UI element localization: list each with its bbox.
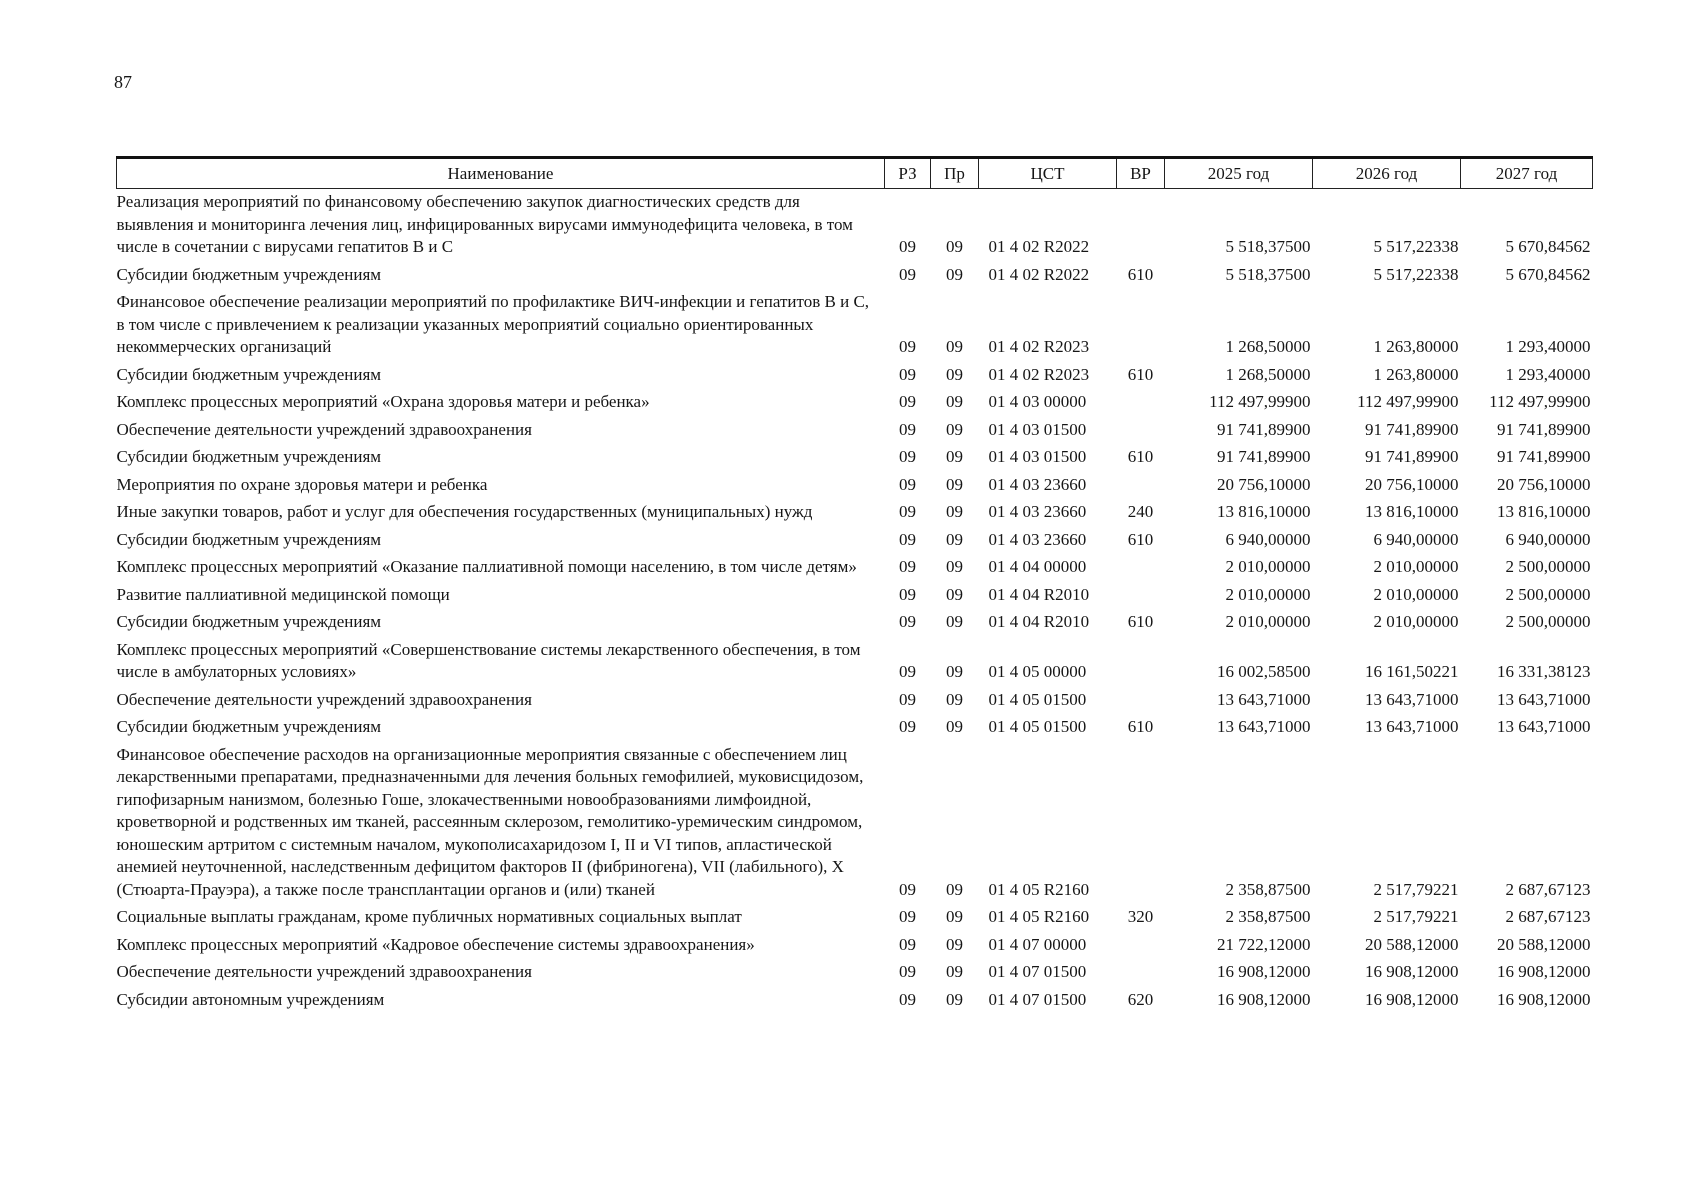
row-2027-cell: 91 741,89900 bbox=[1497, 419, 1591, 439]
row-vr-cell bbox=[1117, 189, 1165, 262]
row-rz-cell: 09 bbox=[899, 392, 916, 411]
row-rz-cell: 09 bbox=[899, 689, 916, 709]
table-row bbox=[117, 362, 1593, 390]
row-2025-cell: 91 741,89900 bbox=[1217, 419, 1311, 439]
row-2027-cell: 13 643,71000 bbox=[1497, 717, 1591, 736]
row-vr-cell: 240 bbox=[1127, 502, 1154, 521]
row-2026-cell: 13 816,10000 bbox=[1365, 502, 1459, 521]
row-pr-cell: 09 bbox=[946, 392, 963, 411]
table-row bbox=[117, 987, 1593, 1015]
row-rz-cell: 09 bbox=[899, 934, 916, 954]
row-rz-cell: 09 bbox=[899, 474, 916, 494]
row-name-cell: Реализация мероприятий по финансовому обеспечению закупок диагностических средств для выявления и мониторинга лечения лиц, инфицированных вирусами иммунодефицита человека, в том числе в сочетании с вирусами гепатитов B и C bbox=[116, 192, 853, 256]
table-row bbox=[117, 527, 1593, 555]
table-row bbox=[117, 687, 1593, 715]
row-2025-cell: 2 010,00000 bbox=[1225, 612, 1311, 631]
row-vr-cell: 610 bbox=[1127, 717, 1154, 736]
row-rz-cell: 09 bbox=[899, 237, 916, 256]
row-2027-cell: 13 816,10000 bbox=[1497, 502, 1591, 521]
row-2026-cell: 1 263,80000 bbox=[1373, 364, 1459, 384]
row-2026-cell: 2 010,00000 bbox=[1373, 612, 1459, 631]
header-year-2025: 2025 год bbox=[1165, 158, 1313, 189]
row-name-cell: Финансовое обеспечение расходов на организационные мероприятия связанные с обеспечением лиц лекарственными препаратами, предназначенными для лечения больных гемофилией, муковисцидозом, гипофизарным нанизмом, болезнью Гоше, злокачественными новообразованиями лимфоидной, кроветворной и родственных им тканей, рассеянным склерозом, гемолитико-уремическим синдромом, юношеским артритом с системным началом, мукополисахаридозом I, II и VI типов, апластической анемией неуточненной, наследственным дефицитом факторов II (фибриногена), VII (лабильного), X (Стюарта-Прауэра), а также после трансплантации органов и (или) тканей bbox=[116, 744, 864, 899]
row-pr-cell: 09 bbox=[946, 717, 963, 736]
row-name-cell: Комплекс процессных мероприятий «Оказание паллиативной помощи населению, в том числе детям» bbox=[116, 557, 857, 576]
row-2025-cell: 16 908,12000 bbox=[1217, 989, 1311, 1009]
row-2025-cell: 2 358,87500 bbox=[1225, 907, 1311, 926]
row-vr-cell bbox=[1117, 417, 1165, 445]
row-pr-cell: 09 bbox=[946, 264, 963, 284]
row-cst-cell: 01 4 07 00000 bbox=[988, 934, 1087, 954]
row-cst-cell: 01 4 05 00000 bbox=[988, 662, 1087, 681]
table-row bbox=[117, 499, 1593, 527]
table-row bbox=[117, 742, 1593, 905]
row-vr-cell: 610 bbox=[1127, 612, 1154, 631]
row-name-cell: Субсидии бюджетным учреждениям bbox=[116, 447, 382, 466]
row-name-cell: Социальные выплаты гражданам, кроме публичных нормативных социальных выплат bbox=[116, 907, 742, 926]
row-2027-cell: 1 293,40000 bbox=[1505, 364, 1591, 384]
row-2025-cell: 16 908,12000 bbox=[1217, 962, 1311, 981]
row-2027-cell: 2 500,00000 bbox=[1505, 557, 1591, 576]
row-rz-cell: 09 bbox=[899, 419, 916, 439]
row-2026-cell: 6 940,00000 bbox=[1373, 529, 1459, 549]
table-row bbox=[117, 609, 1593, 637]
row-name-cell: Обеспечение деятельности учреждений здравоохранения bbox=[116, 962, 532, 981]
row-pr-cell: 09 bbox=[946, 529, 963, 549]
row-vr-cell bbox=[1117, 637, 1165, 687]
row-cst-cell: 01 4 03 01500 bbox=[988, 447, 1087, 466]
row-rz-cell: 09 bbox=[899, 529, 916, 549]
row-rz-cell: 09 bbox=[899, 364, 916, 384]
row-name-cell: Субсидии бюджетным учреждениям bbox=[116, 264, 382, 284]
header-rz: РЗ bbox=[885, 158, 931, 189]
row-vr-cell: 620 bbox=[1127, 989, 1154, 1009]
row-cst-cell: 01 4 03 01500 bbox=[988, 419, 1087, 439]
row-pr-cell: 09 bbox=[946, 612, 963, 631]
row-2027-cell: 112 497,99900 bbox=[1489, 392, 1591, 411]
row-2025-cell: 13 643,71000 bbox=[1217, 717, 1311, 736]
row-cst-cell: 01 4 02 R2022 bbox=[988, 264, 1090, 284]
row-vr-cell bbox=[1117, 742, 1165, 905]
table-row bbox=[117, 262, 1593, 290]
table-row bbox=[117, 637, 1593, 687]
row-vr-cell: 610 bbox=[1127, 264, 1154, 284]
row-2025-cell: 5 518,37500 bbox=[1225, 237, 1311, 256]
row-2026-cell: 2 517,79221 bbox=[1373, 907, 1459, 926]
row-pr-cell: 09 bbox=[946, 962, 963, 981]
row-name-cell: Субсидии бюджетным учреждениям bbox=[116, 529, 382, 549]
row-cst-cell: 01 4 07 01500 bbox=[988, 989, 1087, 1009]
row-2025-cell: 1 268,50000 bbox=[1225, 364, 1311, 384]
header-cst: ЦСТ bbox=[979, 158, 1117, 189]
row-pr-cell: 09 bbox=[946, 584, 963, 604]
row-pr-cell: 09 bbox=[946, 447, 963, 466]
row-2026-cell: 91 741,89900 bbox=[1365, 419, 1459, 439]
row-cst-cell: 01 4 03 23660 bbox=[988, 529, 1087, 549]
row-vr-cell bbox=[1117, 554, 1165, 582]
row-rz-cell: 09 bbox=[899, 989, 916, 1009]
row-2027-cell: 1 293,40000 bbox=[1505, 337, 1591, 356]
row-cst-cell: 01 4 05 R2160 bbox=[988, 907, 1090, 926]
table-row bbox=[117, 444, 1593, 472]
row-2027-cell: 6 940,00000 bbox=[1505, 529, 1591, 549]
row-cst-cell: 01 4 05 01500 bbox=[988, 717, 1087, 736]
row-vr-cell bbox=[1117, 687, 1165, 715]
row-name-cell: Субсидии бюджетным учреждениям bbox=[116, 612, 382, 631]
row-vr-cell: 320 bbox=[1127, 907, 1154, 926]
row-2027-cell: 20 588,12000 bbox=[1497, 934, 1591, 954]
row-vr-cell bbox=[1117, 932, 1165, 960]
row-name-cell: Субсидии автономным учреждениям bbox=[116, 989, 385, 1009]
row-2027-cell: 16 331,38123 bbox=[1497, 662, 1591, 681]
row-cst-cell: 01 4 05 01500 bbox=[988, 689, 1087, 709]
header-year-2027: 2027 год bbox=[1461, 158, 1593, 189]
row-2026-cell: 20 756,10000 bbox=[1365, 474, 1459, 494]
row-cst-cell: 01 4 02 R2023 bbox=[988, 364, 1090, 384]
row-2025-cell: 2 010,00000 bbox=[1225, 584, 1311, 604]
row-pr-cell: 09 bbox=[946, 419, 963, 439]
row-2027-cell: 16 908,12000 bbox=[1497, 962, 1591, 981]
row-vr-cell bbox=[1117, 389, 1165, 417]
row-2025-cell: 20 756,10000 bbox=[1217, 474, 1311, 494]
table-row bbox=[117, 959, 1593, 987]
page-number: 87 bbox=[114, 72, 132, 92]
header-vr: ВР bbox=[1117, 158, 1165, 189]
row-rz-cell: 09 bbox=[899, 502, 916, 521]
table-row bbox=[117, 714, 1593, 742]
row-2026-cell: 13 643,71000 bbox=[1365, 689, 1459, 709]
row-cst-cell: 01 4 02 R2022 bbox=[988, 237, 1090, 256]
row-vr-cell bbox=[1117, 472, 1165, 500]
table-row bbox=[117, 932, 1593, 960]
row-2025-cell: 13 816,10000 bbox=[1217, 502, 1311, 521]
row-vr-cell bbox=[1117, 582, 1165, 610]
budget-table bbox=[116, 156, 1593, 1014]
row-2025-cell: 2 358,87500 bbox=[1225, 879, 1311, 899]
row-name-cell: Комплекс процессных мероприятий «Кадровое обеспечение системы здравоохранения» bbox=[116, 934, 755, 954]
row-name-cell: Мероприятия по охране здоровья матери и ребенка bbox=[116, 474, 488, 494]
row-pr-cell: 09 bbox=[946, 364, 963, 384]
row-rz-cell: 09 bbox=[899, 962, 916, 981]
row-2026-cell: 16 908,12000 bbox=[1365, 989, 1459, 1009]
row-2025-cell: 91 741,89900 bbox=[1217, 447, 1311, 466]
row-rz-cell: 09 bbox=[899, 584, 916, 604]
row-rz-cell: 09 bbox=[899, 879, 916, 899]
row-2025-cell: 5 518,37500 bbox=[1225, 264, 1311, 284]
row-pr-cell: 09 bbox=[946, 557, 963, 576]
row-pr-cell: 09 bbox=[946, 474, 963, 494]
row-cst-cell: 01 4 07 01500 bbox=[988, 962, 1087, 981]
row-cst-cell: 01 4 03 23660 bbox=[988, 502, 1087, 521]
row-name-cell: Комплекс процессных мероприятий «Охрана здоровья матери и ребенка» bbox=[116, 392, 650, 411]
row-vr-cell: 610 bbox=[1127, 529, 1154, 549]
row-2026-cell: 13 643,71000 bbox=[1365, 717, 1459, 736]
row-2027-cell: 13 643,71000 bbox=[1497, 689, 1591, 709]
row-2025-cell: 112 497,99900 bbox=[1209, 392, 1311, 411]
row-pr-cell: 09 bbox=[946, 907, 963, 926]
row-2027-cell: 5 670,84562 bbox=[1505, 237, 1591, 256]
row-2026-cell: 16 161,50221 bbox=[1365, 662, 1459, 681]
row-2025-cell: 1 268,50000 bbox=[1225, 337, 1311, 356]
row-cst-cell: 01 4 03 23660 bbox=[988, 474, 1087, 494]
row-2027-cell: 5 670,84562 bbox=[1505, 264, 1591, 284]
row-2026-cell: 91 741,89900 bbox=[1365, 447, 1459, 466]
header-name: Наименование bbox=[117, 158, 885, 189]
row-rz-cell: 09 bbox=[899, 717, 916, 736]
row-rz-cell: 09 bbox=[899, 557, 916, 576]
row-pr-cell: 09 bbox=[946, 337, 963, 356]
row-name-cell: Развитие паллиативной медицинской помощи bbox=[116, 584, 450, 604]
row-2025-cell: 16 002,58500 bbox=[1217, 662, 1311, 681]
row-name-cell: Обеспечение деятельности учреждений здравоохранения bbox=[116, 689, 532, 709]
row-cst-cell: 01 4 05 R2160 bbox=[988, 879, 1090, 899]
row-vr-cell bbox=[1117, 959, 1165, 987]
table-row bbox=[117, 554, 1593, 582]
row-2026-cell: 5 517,22338 bbox=[1373, 237, 1459, 256]
row-2027-cell: 2 500,00000 bbox=[1505, 612, 1591, 631]
row-rz-cell: 09 bbox=[899, 907, 916, 926]
row-rz-cell: 09 bbox=[899, 447, 916, 466]
row-2026-cell: 1 263,80000 bbox=[1373, 337, 1459, 356]
table-row bbox=[117, 417, 1593, 445]
row-rz-cell: 09 bbox=[899, 264, 916, 284]
row-cst-cell: 01 4 04 00000 bbox=[988, 557, 1087, 576]
row-2027-cell: 2 500,00000 bbox=[1505, 584, 1591, 604]
row-rz-cell: 09 bbox=[899, 337, 916, 356]
row-2026-cell: 20 588,12000 bbox=[1365, 934, 1459, 954]
table-row bbox=[117, 189, 1593, 262]
row-pr-cell: 09 bbox=[946, 689, 963, 709]
row-name-cell: Субсидии бюджетным учреждениям bbox=[116, 364, 382, 384]
row-pr-cell: 09 bbox=[946, 237, 963, 256]
row-pr-cell: 09 bbox=[946, 502, 963, 521]
row-2027-cell: 2 687,67123 bbox=[1505, 907, 1591, 926]
row-cst-cell: 01 4 03 00000 bbox=[988, 392, 1087, 411]
table-row bbox=[117, 289, 1593, 362]
row-2025-cell: 13 643,71000 bbox=[1217, 689, 1311, 709]
row-2026-cell: 2 010,00000 bbox=[1373, 557, 1459, 576]
table-row bbox=[117, 472, 1593, 500]
row-pr-cell: 09 bbox=[946, 662, 963, 681]
row-name-cell: Субсидии бюджетным учреждениям bbox=[116, 717, 382, 736]
row-2027-cell: 16 908,12000 bbox=[1497, 989, 1591, 1009]
table-row bbox=[117, 389, 1593, 417]
row-2027-cell: 2 687,67123 bbox=[1505, 879, 1591, 899]
row-rz-cell: 09 bbox=[899, 662, 916, 681]
row-rz-cell: 09 bbox=[899, 612, 916, 631]
row-cst-cell: 01 4 04 R2010 bbox=[988, 584, 1090, 604]
row-pr-cell: 09 bbox=[946, 934, 963, 954]
header-pr: Пр bbox=[931, 158, 979, 189]
row-2026-cell: 16 908,12000 bbox=[1365, 962, 1459, 981]
row-2025-cell: 6 940,00000 bbox=[1225, 529, 1311, 549]
row-name-cell: Финансовое обеспечение реализации мероприятий по профилактике ВИЧ-инфекции и гепатитов B и C, в том числе с привлечением к реализации указанных мероприятий социально ориентированных некоммерческих организаций bbox=[116, 292, 870, 356]
row-2027-cell: 20 756,10000 bbox=[1497, 474, 1591, 494]
row-name-cell: Обеспечение деятельности учреждений здравоохранения bbox=[116, 419, 532, 439]
row-2026-cell: 2 010,00000 bbox=[1373, 584, 1459, 604]
row-cst-cell: 01 4 04 R2010 bbox=[988, 612, 1090, 631]
row-name-cell: Комплекс процессных мероприятий «Совершенствование системы лекарственного обеспечения, в том числе в амбулаторных условиях» bbox=[116, 639, 861, 681]
table-body bbox=[117, 189, 1593, 1015]
row-cst-cell: 01 4 02 R2023 bbox=[988, 337, 1090, 356]
row-2025-cell: 21 722,12000 bbox=[1217, 934, 1311, 954]
table-row bbox=[117, 904, 1593, 932]
row-vr-cell bbox=[1117, 289, 1165, 362]
row-vr-cell: 610 bbox=[1127, 364, 1154, 384]
row-2026-cell: 5 517,22338 bbox=[1373, 264, 1459, 284]
row-2025-cell: 2 010,00000 bbox=[1225, 557, 1311, 576]
header-year-2026: 2026 год bbox=[1313, 158, 1461, 189]
row-2027-cell: 91 741,89900 bbox=[1497, 447, 1591, 466]
row-2026-cell: 112 497,99900 bbox=[1357, 392, 1459, 411]
row-vr-cell: 610 bbox=[1127, 447, 1154, 466]
row-pr-cell: 09 bbox=[946, 989, 963, 1009]
table-header bbox=[117, 158, 1593, 189]
table-row bbox=[117, 582, 1593, 610]
row-2026-cell: 2 517,79221 bbox=[1373, 879, 1459, 899]
row-name-cell: Иные закупки товаров, работ и услуг для обеспечения государственных (муниципальных) нужд bbox=[116, 502, 813, 521]
row-pr-cell: 09 bbox=[946, 879, 963, 899]
